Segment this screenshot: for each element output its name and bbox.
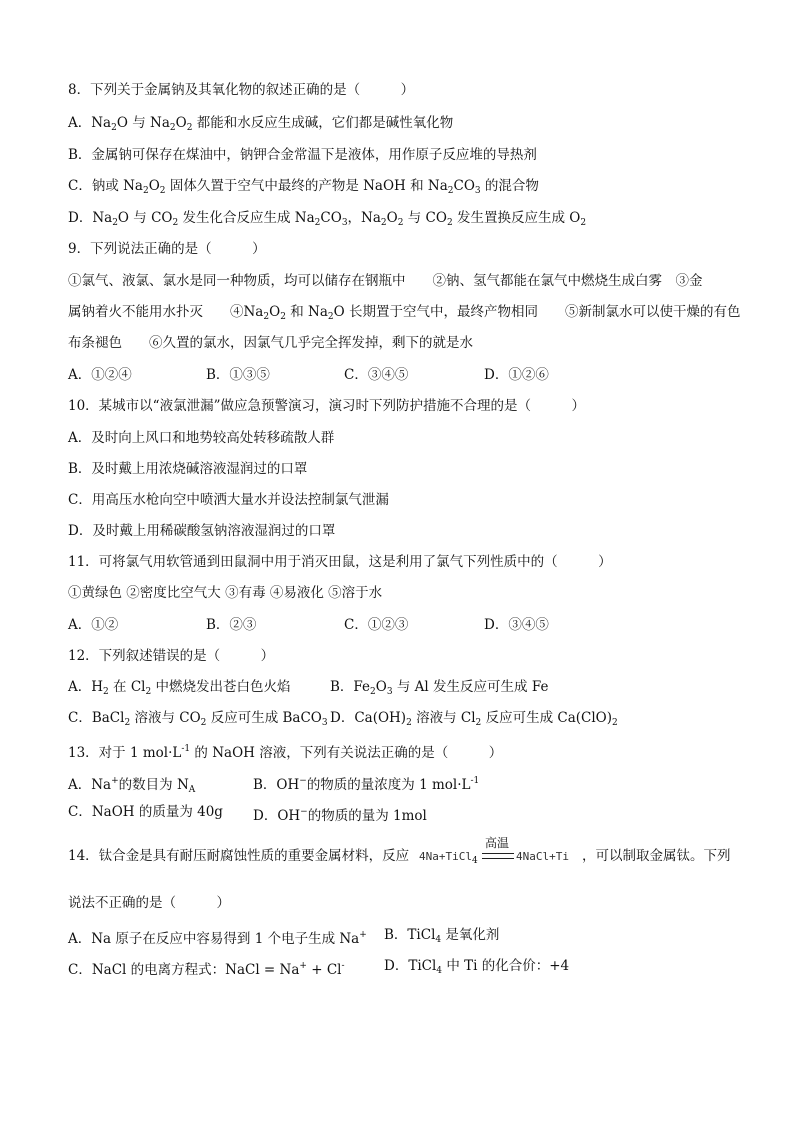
q9-option-b: B．①③⑤ <box>206 367 270 383</box>
q11-option-c: C．①②③ <box>344 617 409 633</box>
q10-stem: 10．某城市以“液氯泄漏”做应急预警演习，演习时下列防护措施不合理的是（ ） <box>68 398 585 414</box>
q10-option-a: A．及时向上风口和地势较高处转移疏散人群 <box>68 430 335 446</box>
q11-properties: ①黄绿色 ②密度比空气大 ③有毒 ④易液化 ⑤溶于水 <box>68 585 383 601</box>
q12-option-d: D．$Ca(OH)_2$ 溶液与 $Cl_2$ 反应可生成 $Ca(ClO)_2$ <box>330 710 618 728</box>
q10-option-d: D．及时戴上用稀碳酸氢钠溶液湿润过的口罩 <box>68 523 336 539</box>
q10-option-c: C．用高压水枪向空中喷洒大量水并设法控制氯气泄漏 <box>68 492 389 508</box>
q9-option-c: C．③④⑤ <box>344 367 409 383</box>
q13-option-a: A．Na+的数目为 $N_A$ <box>68 776 196 795</box>
q9-statement-line-1: ①氯气、液氯、氯水是同一种物质，均可以储存在钢瓶中 ②钠、氢气都能在氯气中燃烧生成白雾 ③金 <box>68 273 703 289</box>
q14-stem-line-2: 说法不正确的是（ ） <box>68 895 230 911</box>
q9-stem: 9．下列说法正确的是（ ） <box>68 241 266 257</box>
q9-statement-line-2: 属钠着火不能用水扑灭 $④Na_2O_2$ 和 $Na_2O$ 长期置于空气中，最终产物相同 ⑤新制氯水可以使干燥的有色 <box>68 304 741 322</box>
q11-option-d: D．③④⑤ <box>484 617 549 633</box>
q9-option-a: A．①②④ <box>68 367 132 383</box>
q14-equation-condition: 高温 <box>485 836 510 850</box>
q14-option-a: A．Na 原子在反应中容易得到 1 个电子生成 Na+ <box>68 930 367 947</box>
q8-option-a: A．$Na_2O$ 与 $Na_2O_2$ 都能和水反应生成碱，它们都是碱性氧化物 <box>68 115 454 133</box>
q14-option-c: C．NaCl 的电离方程式：NaCl = Na+ + Cl- <box>68 961 345 978</box>
q10-option-b: B．及时戴上用浓烧碱溶液湿润过的口罩 <box>68 461 308 477</box>
q13-option-b: B．OH−的物质的量浓度为 1 $mol\cdot L^{-1}$ <box>253 776 480 793</box>
q13-stem: 13．对于 1 $mol\cdot L^{-1}$ 的 NaOH 溶液，下列有关说法正确的是（ ） <box>68 744 503 761</box>
q8-option-b: B．金属钠可保存在煤油中，钠钾合金常温下是液体，用作原子反应堆的导热剂 <box>68 147 537 163</box>
q12-stem: 12．下列叙述错误的是（ ） <box>68 648 275 664</box>
q14-stem-start: 14．钛合金是具有耐压耐腐蚀性质的重要金属材料，反应 <box>68 848 410 864</box>
q13-option-c: C．NaOH 的质量为 40g <box>68 804 223 820</box>
q13-option-d: D．OH−的物质的量为 1mol <box>253 807 427 824</box>
q14-equation-right: 4NaCl+Ti <box>516 850 569 863</box>
q9-statement-line-3: 布条褪色 ⑥久置的氯水，因氯气几乎完全挥发掉，剩下的就是水 <box>68 335 473 351</box>
q14-option-b: B．TiCl$_4$ 是氧化剂 <box>384 927 500 945</box>
q8-stem: 8．下列关于金属钠及其氧化物的叙述正确的是（ ） <box>68 82 415 98</box>
q14-option-d: D．TiCl$_4$ 中 Ti 的化合价：+4 <box>384 958 570 976</box>
q14-equation-left: 4Na+TiCl$_4$ <box>419 850 478 866</box>
q9-option-d: D．①②⑥ <box>484 367 549 383</box>
q11-option-b: B．②③ <box>206 617 257 633</box>
q8-option-d: D．$Na_2O$ 与 $CO_2$ 发生化合反应生成 $Na_2CO_3$，$Na_2O_2$ 与 $CO_2$ 发生置换反应生成 $O_2$ <box>68 210 587 228</box>
q12-option-a: A．$H_2$ 在 $Cl_2$ 中燃烧发出苍白色火焰 <box>68 679 291 697</box>
q8-option-c: C．钠或 $Na_2O_2$ 固体久置于空气中最终的产物是 NaOH 和 $Na_2CO_3$ 的混合物 <box>68 178 539 196</box>
q11-stem: 11．可将氯气用软管通到田鼠洞中用于消灭田鼠，这是利用了氯气下列性质中的（ ） <box>68 554 612 570</box>
q14-equals-sign <box>482 853 514 859</box>
q14-stem-end: ，可以制取金属钛。下列 <box>582 848 731 864</box>
q12-option-c: C．BaCl$_2$ 溶液与 $CO_2$ 反应可生成 BaCO$_3$ <box>68 710 328 728</box>
q12-option-b: B．$Fe_2O_3$ 与 Al 发生反应可生成 Fe <box>330 679 549 697</box>
q11-option-a: A．①② <box>68 617 119 633</box>
